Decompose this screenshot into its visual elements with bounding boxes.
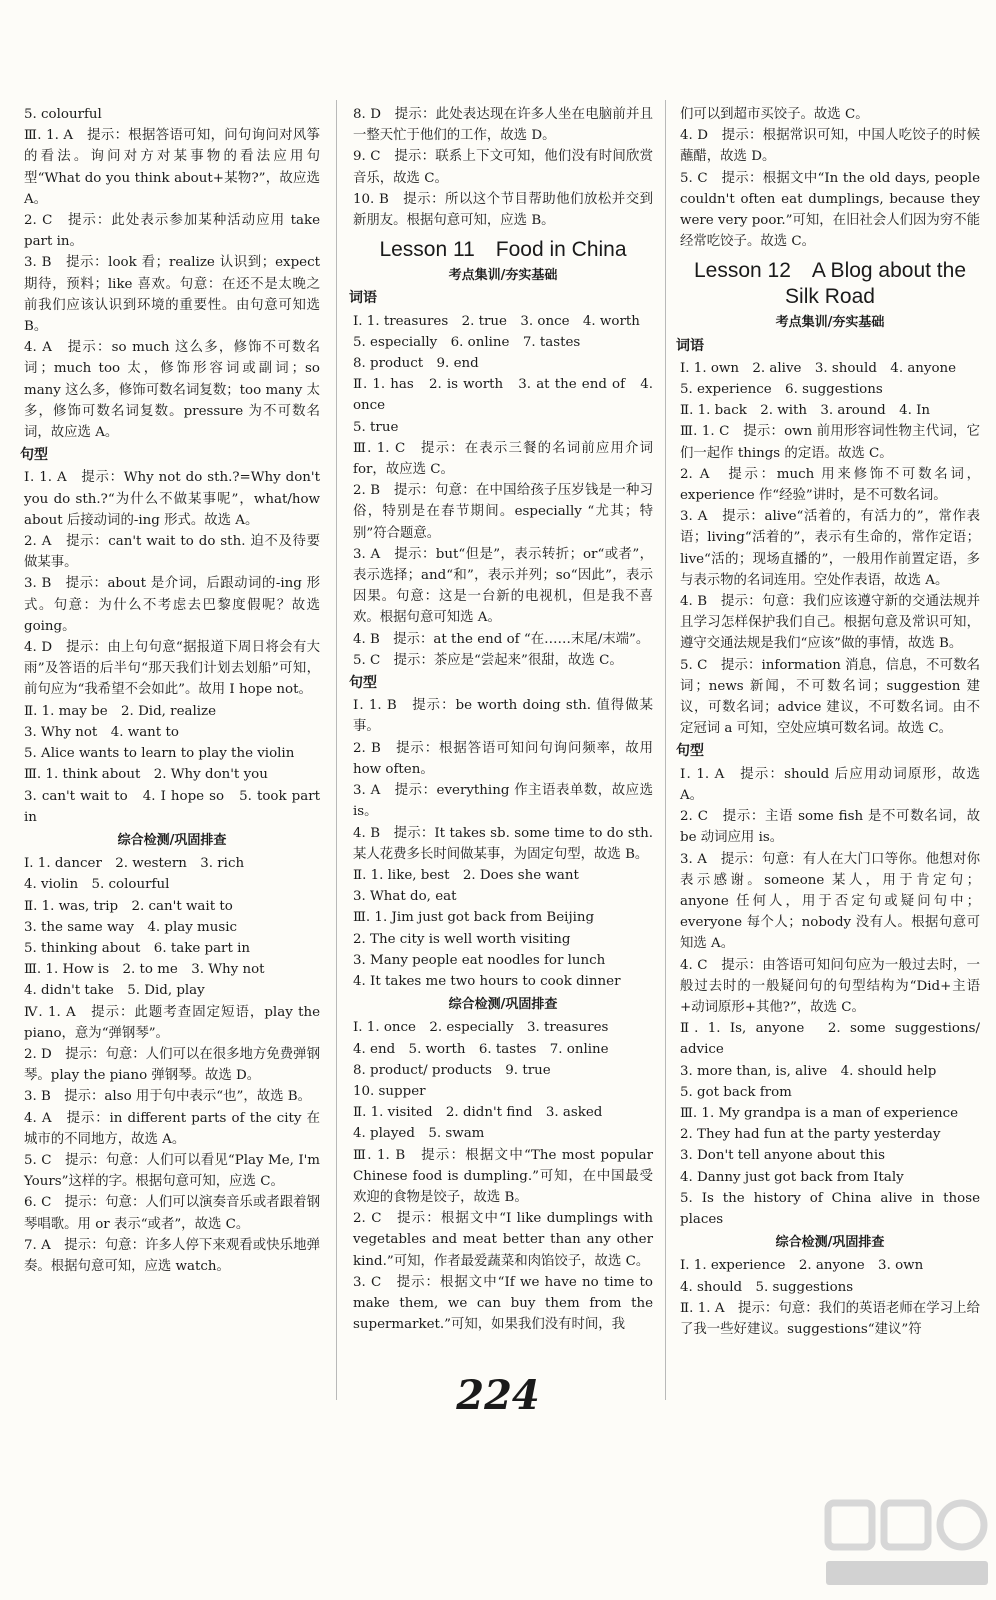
answer-line: 4. A 提示：in different parts of the city 在城市的不同地方，故选 A。 bbox=[24, 1110, 320, 1147]
answer-line: 2. C 提示：主语 some fish 是不可数名词，故 be 动词应用 is。 bbox=[680, 809, 980, 846]
answer-line: 5. colourful bbox=[24, 107, 102, 122]
answer-line: 2. They had fun at the party yesterday bbox=[680, 1127, 941, 1143]
subsection-heading: 综合检测/巩固排查 bbox=[117, 832, 227, 848]
answer-line: 10. B 提示：所以这个节目帮助他们放松并交到新朋友。根据句意可知，应选 B。 bbox=[353, 191, 653, 229]
page-number: 224 bbox=[456, 1372, 540, 1419]
answer-line: 们可以到超市买饺子。故选 C。 bbox=[680, 107, 869, 122]
answer-line: 5. C 提示：information 消息，信息，不可数名词；news 新闻，不可数名词；suggestion 建议，可数名词；advice 建议，不可数名词。由不定冠词 a 可知，空处应填可数名词。故选 C。 bbox=[680, 657, 980, 737]
answer-line: 4. didn't take 5. Did, play bbox=[24, 983, 205, 999]
answer-line: 4. B 提示：It takes sb. some time to do sth. 某人花费多长时间做某事，为固定句型，故选 B。 bbox=[353, 825, 653, 862]
answer-line: Ⅱ. 1. Is, anyone 2. some suggestions/ advice bbox=[680, 1021, 980, 1058]
answer-line: 2. A 提示：much 用来修饰不可数名词，experience 作“经验”讲时，是不可数名词。 bbox=[680, 466, 980, 504]
answer-line: 5. Alice wants to learn to play the violin bbox=[24, 746, 295, 762]
answer-line: Ⅱ. 1. was, trip 2. can't wait to bbox=[24, 898, 233, 914]
answer-line: 4. violin 5. colourful bbox=[24, 877, 170, 893]
answer-line: 3. C 提示：根据文中“If we have no time to make them, we can buy them from the supermarket.”可知，如果我们没有时间，我 bbox=[353, 1274, 653, 1333]
answer-line: 4. C 提示：由答语可知问句应为一般过去时，一般过去时的一般疑问句的句型结构为“Did+主语+动词原形+其他?”，故选 C。 bbox=[680, 957, 980, 1015]
answer-line: 3. Why not 4. want to bbox=[24, 724, 179, 740]
answer-line: Ⅰ. 1. experience 2. anyone 3. own bbox=[680, 1258, 924, 1274]
answer-column-3 bbox=[676, 104, 980, 1390]
answer-line: 5. C 提示：茶应是“尝起来”很甜，故选 C。 bbox=[353, 652, 623, 668]
answer-line: 3. can't wait to 4. I hope so 5. took part in bbox=[24, 788, 320, 825]
answer-line: Ⅲ. 1. Jim just got back from Beijing bbox=[353, 910, 595, 926]
answer-line: 4. A 提示：so much 这么多，修饰不可数名词；much too 太，修饰形容词或副词；so many 这么多，修饰可数名词复数；too many 太多，修饰可数名词复数。pressure 为不可数名词，故应选 A。 bbox=[24, 340, 320, 441]
answer-line: 4. played 5. swam bbox=[353, 1126, 485, 1142]
answer-line: Ⅱ. 1. visited 2. didn't find 3. asked bbox=[353, 1105, 603, 1121]
answer-line: 4. B 提示：句意：我们应该遵守新的交通法规并且学习怎样保护我们自己。根据句意及常识可知，遵守交通法规是我们“应该”做的事情，故选 B。 bbox=[680, 594, 980, 652]
answer-line: 3. Don't tell anyone about this bbox=[680, 1148, 885, 1164]
lesson-title: Lesson 12 A Blog about the Silk Road bbox=[693, 259, 967, 309]
answer-line: 5. experience 6. suggestions bbox=[680, 382, 883, 398]
answer-line: Ⅲ. 1. think about 2. Why don't you bbox=[24, 767, 268, 783]
answer-line: Ⅲ. 1. C 提示：在表示三餐的名词前应用介词 for，故应选 C。 bbox=[353, 440, 653, 478]
answer-line: 5. thinking about 6. take part in bbox=[24, 940, 250, 956]
answer-line: 4. D 提示：根据常识可知，中国人吃饺子的时候蘸醋，故选 D。 bbox=[680, 128, 980, 165]
answer-line: 5. C 提示：根据文中“In the old days, people couldn't often eat dumplings, because they were very poor.”可知，在旧社会人们因为穷不能经常吃饺子。故选 C。 bbox=[680, 170, 980, 250]
answer-line: 4. end 5. worth 6. tastes 7. online bbox=[353, 1041, 609, 1057]
answer-line: 5. C 提示：句意：人们可以看见“Play Me, I'm Yours”这样的字。根据句意可知，应选 C。 bbox=[24, 1152, 320, 1190]
answer-line: 4. D 提示：由上句句意“据报道下周日将会有大雨”及答语的后半句“那天我们计划去划船”可知，前句应为“我希望不会如此”。故用 I hope not。 bbox=[24, 640, 320, 698]
answer-line: Ⅲ. 1. C 提示：own 前用形容词性物主代词，它们一起作 things 的定语。故选 C。 bbox=[680, 424, 980, 461]
answer-line: Ⅱ. 1. may be 2. Did, realize bbox=[24, 703, 217, 719]
answer-line: 5. true bbox=[353, 419, 399, 435]
column-divider-right bbox=[665, 100, 666, 1400]
answer-line: 2. C 提示：此处表示参加某种活动应用 take part in。 bbox=[24, 213, 320, 250]
section-heading: 词语 bbox=[676, 337, 704, 354]
answer-line: Ⅰ. 1. A 提示：Why not do sth.?=Why don't you do sth.?“为什么不做某事呢”，what/how about 后接动词的-ing 形式。故选 A。 bbox=[24, 470, 320, 528]
answer-line: 2. D 提示：句意：人们可以在很多地方免费弹钢琴。play the piano 弹钢琴。故选 D。 bbox=[24, 1046, 320, 1084]
answer-line: Ⅱ. 1. like, best 2. Does she want bbox=[353, 867, 579, 883]
answer-line: 3. A 提示：句意：有人在大门口等你。他想对你表示感谢。someone 某人，用于肯定句；anyone 任何人，用于否定句或疑问句中；everyone 每个人；nobody 没有人。根据句意可知选 A。 bbox=[680, 851, 980, 952]
answer-line: 3. more than, is, alive 4. should help bbox=[680, 1063, 937, 1079]
answer-line: Ⅰ. 1. treasures 2. true 3. once 4. worth bbox=[353, 313, 640, 329]
answer-line: 3. the same way 4. play music bbox=[24, 919, 238, 935]
answer-line: 5. got back from bbox=[680, 1084, 792, 1100]
answer-line: 3. B 提示：look 看；realize 认识到；expect 期待，预料；like 喜欢。句意：在还不是太晚之前我们应该认识到环境的重要性。由句意可知选 B。 bbox=[24, 255, 320, 335]
column-divider-left bbox=[336, 100, 337, 1400]
answer-line: Ⅲ. 1. My grandpa is a man of experience bbox=[680, 1105, 959, 1121]
answer-line: 3. A 提示：alive“活着的，有活力的”，常作表语；living“活着的”，表示有生命的，常作定语；live“活的；现场直播的”，一般用作前置定语，多与表示物的名词连用。空处作表语，故选 A。 bbox=[680, 509, 980, 588]
subsection-heading: 考点集训/夯实基础 bbox=[448, 268, 558, 284]
answer-line: 3. What do, eat bbox=[353, 889, 457, 905]
answer-line: Ⅰ. 1. A 提示：should 后应用动词原形，故选 A。 bbox=[680, 766, 980, 803]
answer-line: 2. The city is well worth visiting bbox=[353, 931, 571, 947]
section-heading: 句型 bbox=[676, 743, 704, 760]
answer-line: 4. B 提示：at the end of “在……末尾/末端”。 bbox=[353, 631, 650, 647]
answer-line: 4. It takes me two hours to cook dinner bbox=[353, 973, 621, 989]
answer-line: 4. Danny just got back from Italy bbox=[680, 1169, 904, 1185]
answer-line: Ⅲ. 1. A 提示：根据答语可知，问句询问对风筝的看法。询问对方对某事物的看法应用句型“What do you think about+某物?”，故应选 A。 bbox=[24, 128, 320, 207]
answer-line: 2. C 提示：根据文中“I like dumplings with vegetables and meat better than any other kind.”可知，作者最爱蔬菜和肉馅饺子，故选 C。 bbox=[353, 1211, 653, 1269]
answer-line: 6. C 提示：句意：人们可以演奏音乐或者跟着钢琴唱歌。用 or 表示“或者”，故选 C。 bbox=[24, 1195, 320, 1232]
answer-line: 3. B 提示：about 是介词，后跟动词的-ing 形式。句意：为什么不考虑去巴黎度假呢？故选 going。 bbox=[24, 576, 320, 634]
answer-line: 8. product 9. end bbox=[353, 356, 479, 372]
answer-column-1 bbox=[20, 104, 320, 1390]
subsection-heading: 考点集训/夯实基础 bbox=[775, 315, 885, 331]
section-heading: 句型 bbox=[20, 447, 48, 464]
answer-line: 5. especially 6. online 7. tastes bbox=[353, 334, 581, 350]
answer-line: 3. A 提示：everything 作主语表单数，故应选 is。 bbox=[353, 783, 653, 820]
answer-line: 2. B 提示：根据答语可知问句询问频率，故用 how often。 bbox=[353, 740, 653, 777]
answer-column-2 bbox=[349, 104, 653, 1390]
section-heading: 句型 bbox=[349, 675, 377, 692]
subsection-heading: 综合检测/巩固排查 bbox=[448, 997, 558, 1013]
section-heading: 词语 bbox=[349, 290, 377, 307]
answer-line: Ⅲ. 1. How is 2. to me 3. Why not bbox=[24, 962, 265, 978]
answer-line: 9. C 提示：联系上下文可知，他们没有时间欣赏音乐，故选 C。 bbox=[353, 149, 653, 186]
lesson-title: Lesson 11 Food in China bbox=[379, 238, 627, 262]
answer-line: Ⅰ. 1. own 2. alive 3. should 4. anyone bbox=[680, 360, 957, 376]
answer-line: 10. supper bbox=[353, 1083, 426, 1099]
answer-line: Ⅱ. 1. A 提示：句意：我们的英语老师在学习上给了我一些好建议。suggestions“建议”符 bbox=[680, 1300, 980, 1337]
answer-line: Ⅰ. 1. once 2. especially 3. treasures bbox=[353, 1020, 609, 1036]
answer-line: Ⅲ. 1. B 提示：根据文中“The most popular Chinese food is dumpling.”可知，在中国最受欢迎的食物是饺子，故选 B。 bbox=[353, 1147, 653, 1205]
subsection-heading: 综合检测/巩固排查 bbox=[775, 1235, 885, 1251]
answer-line: 8. D 提示：此处表达现在许多人坐在电脑前并且一整天忙于他们的工作，故选 D。 bbox=[353, 107, 653, 144]
answer-line: 8. product/ products 9. true bbox=[353, 1062, 551, 1078]
answer-line: 7. A 提示：句意：许多人停下来观看或快乐地弹奏。根据句意可知，应选 watch。 bbox=[24, 1237, 320, 1274]
answer-line: 5. Is the history of China alive in those places bbox=[680, 1190, 980, 1227]
answer-line: Ⅱ. 1. back 2. with 3. around 4. In bbox=[680, 403, 931, 419]
answer-line: Ⅳ. 1. A 提示：此题考查固定短语，play the piano，意为“弹钢琴”。 bbox=[24, 1004, 320, 1041]
answer-line: 4. should 5. suggestions bbox=[680, 1279, 854, 1295]
answer-line: 2. A 提示：can't wait to do sth. 迫不及待要做某事。 bbox=[24, 534, 320, 571]
answer-line: Ⅰ. 1. B 提示：be worth doing sth. 值得做某事。 bbox=[353, 698, 653, 735]
answer-line: Ⅰ. 1. dancer 2. western 3. rich bbox=[24, 856, 245, 872]
answer-line: 2. B 提示：句意：在中国给孩子压岁钱是一种习俗，特别是在春节期间。especially “尤其；特别”符合题意。 bbox=[353, 483, 653, 541]
watermark-logo bbox=[822, 1495, 992, 1595]
answer-line: 3. B 提示：also 用于句中表示“也”，故选 B。 bbox=[24, 1089, 311, 1105]
answer-line: 3. Many people eat noodles for lunch bbox=[353, 952, 606, 968]
answer-line: Ⅱ. 1. has 2. is worth 3. at the end of 4. once bbox=[353, 377, 653, 414]
answer-line: 3. A 提示：but“但是”，表示转折；or“或者”，表示选择；and“和”，表示并列；so“因此”，表示因果。句意：这是一台新的电视机，但是我不喜欢。根据句意可知选 A。 bbox=[353, 546, 653, 626]
